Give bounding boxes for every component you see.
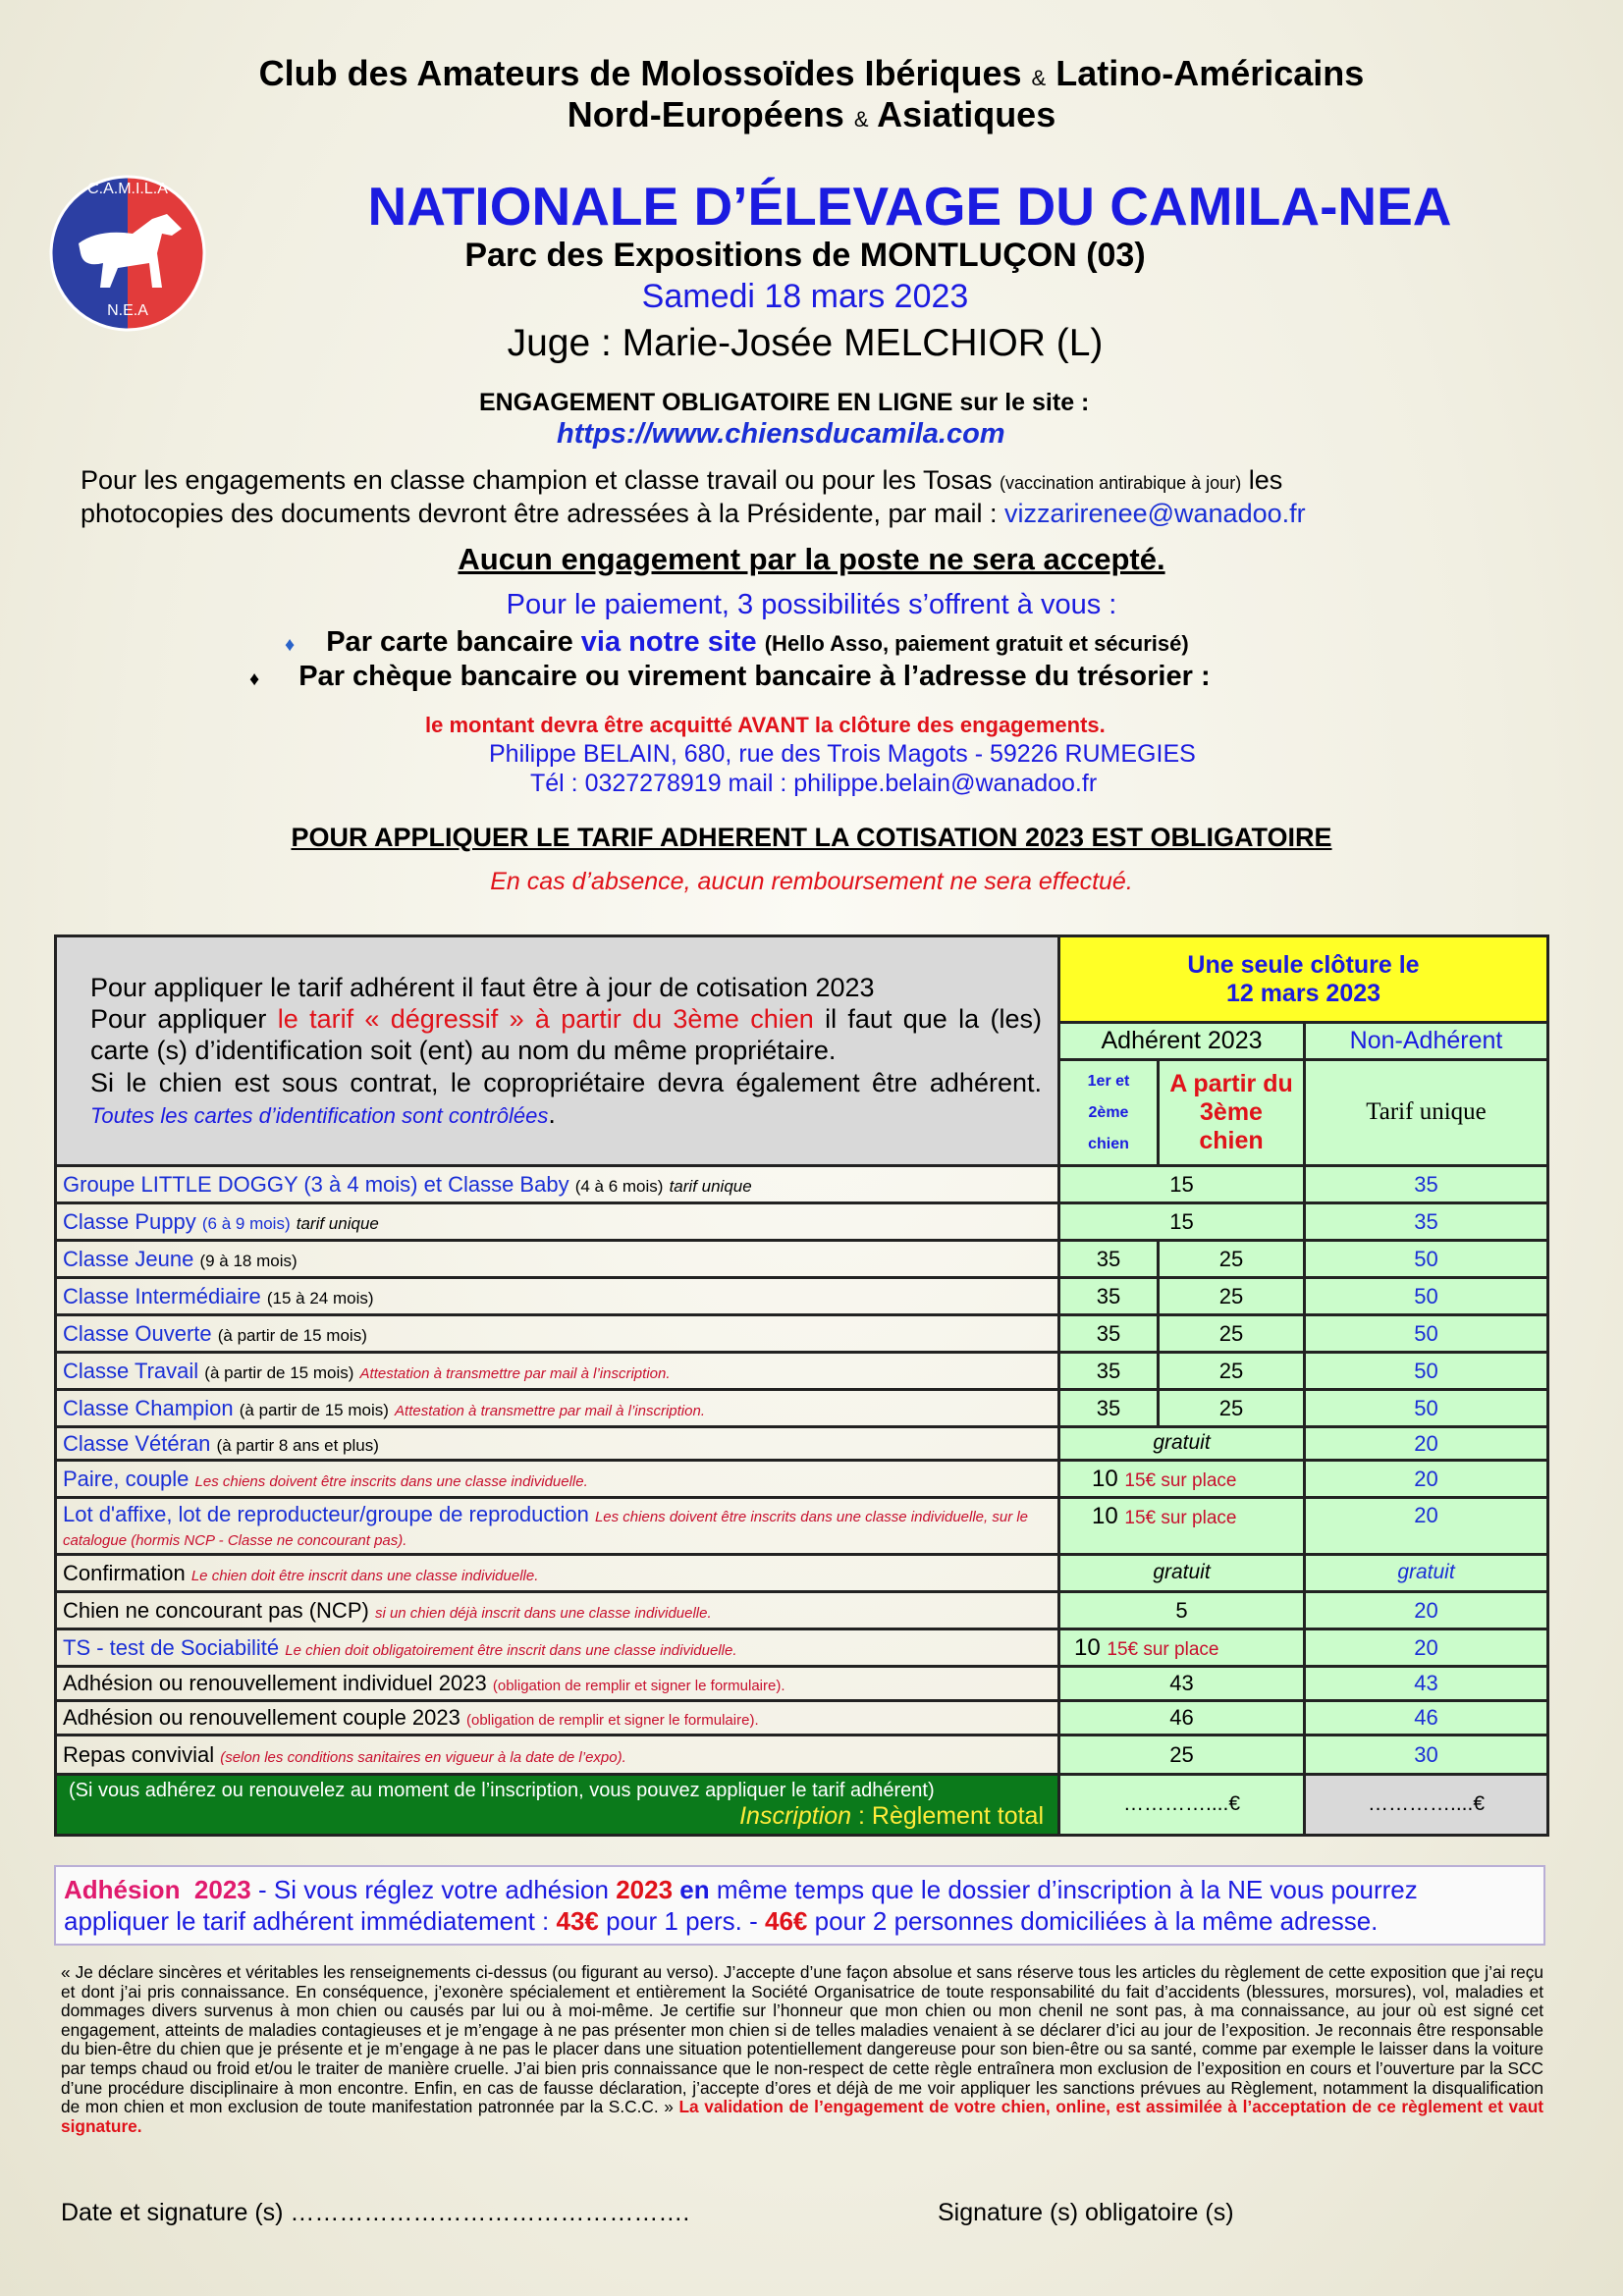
no-refund-note: En cas d’absence, aucun remboursement ne sera effectué.	[490, 868, 1133, 895]
date-signature-line[interactable]: Date et signature (s) ………………………………………….	[61, 2199, 690, 2226]
online-registration-label: ENGAGEMENT OBLIGATOIRE EN LIGNE sur le site :	[479, 389, 1090, 416]
event-title: NATIONALE D’ÉLEVAGE DU CAMILA-NEA	[367, 176, 1452, 237]
event-date: Samedi 18 mars 2023	[641, 278, 969, 315]
no-post-notice: Aucun engagement par la poste ne sera accepté.	[458, 542, 1165, 576]
total-non-adherent-field[interactable]: …………....€	[1305, 1775, 1548, 1836]
table-row: Confirmation Le chien doit être inscrit dans une classe individuelle. gratuit gratuit	[56, 1555, 1548, 1592]
table-row: Classe Travail (à partir de 15 mois) Attestation à transmettre par mail à l’inscription. 35 25 50	[56, 1353, 1548, 1390]
president-email[interactable]: vizzarirenee@wanadoo.fr	[1004, 499, 1306, 528]
website-link[interactable]: https://www.chiensducamila.com	[557, 418, 1005, 450]
club-name-line2: Nord-Européens & Asiatiques	[567, 94, 1056, 134]
table-row: Classe Ouverte (à partir de 15 mois) 35 25 50	[56, 1315, 1548, 1353]
table-row: Paire, couple Les chiens doivent être inscrits dans une classe individuelle. 10 15€ sur place 20	[56, 1461, 1548, 1498]
col-header-non-adherent: Non-Adhérent	[1305, 1023, 1548, 1060]
payment-intro: Pour le paiement, 3 possibilités s’offrent à vous :	[506, 589, 1117, 620]
camila-logo	[39, 175, 216, 332]
treasurer-address: Philippe BELAIN, 680, rue des Trois Magots - 59226 RUMEGIES	[489, 740, 1196, 768]
treasurer-contact: Tél : 0327278919 mail : philippe.belain@wanadoo.fr	[530, 770, 1098, 797]
total-adherent-field[interactable]: …………....€	[1059, 1775, 1305, 1836]
adhesion-box: Adhésion 2023 - Si vous réglez votre adhésion 2023 en même temps que le dossier d’inscription à la NE vous pourrez appliquer le tarif adhérent immédiatement : 43€ pour 1 pers. - 46€ pour 2 personnes domiciliées à la même adresse.	[54, 1865, 1545, 1946]
pay-via-site-link[interactable]: via notre site	[580, 626, 757, 658]
judge: Juge : Marie-Josée MELCHIOR (L)	[507, 322, 1104, 364]
table-row: Chien ne concourant pas (NCP) si un chien déjà inscrit dans une classe individuelle. 5 20	[56, 1592, 1548, 1629]
table-row: Adhésion ou renouvellement couple 2023 (obligation de remplir et signer le formulaire). 46 46	[56, 1701, 1548, 1735]
total-row: (Si vous adhérez ou renouvelez au moment de l’inscription, vous pouvez appliquer le tarif adhérent) Inscription : Règlement total …………....€ …………....€	[56, 1775, 1548, 1836]
diamond-bullet-icon: ♦	[249, 668, 260, 690]
table-row: TS - test de Sociabilité Le chien doit obligatoirement être inscrit dans une classe individuelle. 10 15€ sur place 20	[56, 1629, 1548, 1667]
legal-declaration: « Je déclare sincères et véritables les renseignements ci-dessus (ou figurant au verso). J’accepte d’une façon absolue et sans réserve tous les articles du règlement de cette exposition que j’ai reçu et dont j’ai pris connaissance. En conséquence, j’exonère spécialement et entièrement la Société Organisatrice de toute responsabilité du fait d’accidents (blessures, morsures), vol, maladies et dommages divers survenus à mon chien ou causés par lui ou à moi-même. Je certifie sur l’honneur que mon chien ou mon chenil ne sont pas, à ma connaissance, au jour où est signé cet engagement, atteints de maladies contagieuses et je m’engage à ne pas présenter mon chien si de telles maladies venaient à se déclarer d’ici au jour de l’exposition. Je reconnais être responsable du bien-être du chien que je présente et je m’engage à ne pas le placer dans une situation potentiellement dangereuse pour son bien-être ou sa santé, comme par exemple le laisser dans la voiture par temps chaud ou froid et/ou le traiter de manière cruelle. J’ai bien pris connaissance que le non-respect de cette règle entraînera mon exclusion de l’exposition en cours et l’ouverture par la SCC d’une procédure disciplinaire à mon encontre. Enfin, en cas de fausse déclaration, j’accepte d’ores et déjà de me voir appliquer les sanctions prévues au Règlement, notamment la disqualification de mon chien et mon exclusion de toute manifestation patronnée par la S.C.C. » La validation de l’engagement de votre chien, online, est assimilée à l’acceptation de ce règlement et vaut signature.	[61, 1962, 1543, 2136]
documents-note-line2: photocopies des documents devront être adressées à la Présidente, par mail : vizzarirenee@wanadoo.fr	[81, 499, 1306, 528]
validation-note: La validation de l’engagement de votre chien, online, est assimilée à l’acceptation de ce règlement et vaut signature.	[61, 2097, 1543, 2136]
table-row: Adhésion ou renouvellement individuel 2023 (obligation de remplir et signer le formulaire). 43 43	[56, 1667, 1548, 1701]
payment-option-cheque: ♦ Par chèque bancaire ou virement bancaire à l’adresse du trésorier :	[249, 661, 1211, 692]
subheader-first-dogs: 1er et 2ème chien	[1059, 1060, 1159, 1166]
documents-note-line1: Pour les engagements en classe champion et classe travail ou pour les Tosas (vaccination antirabique à jour) les	[81, 465, 1283, 495]
diamond-bullet-icon: ♦	[285, 634, 296, 656]
table-intro: Pour appliquer le tarif adhérent il faut être à jour de cotisation 2023 Pour appliquer le tarif « dégressif » à partir du 3ème chien il faut que la (les) carte (s) d’identification soit (ent) au nom du même propriétaire. Si le chien est sous contrat, le copropriétaire devra également être adhérent. Toutes les cartes d’identification sont contrôlées.	[56, 936, 1059, 1166]
venue: Parc des Expositions de MONTLUÇON (03)	[464, 237, 1146, 274]
closing-date-cell: Une seule clôture le 12 mars 2023	[1059, 936, 1548, 1023]
table-row: Classe Intermédiaire (15 à 24 mois) 35 25 50	[56, 1278, 1548, 1315]
adherent-rule: POUR APPLIQUER LE TARIF ADHERENT LA COTISATION 2023 EST OBLIGATOIRE	[291, 823, 1332, 852]
mandatory-signature-label: Signature (s) obligatoire (s)	[938, 2199, 1234, 2226]
col-header-adherent: Adhérent 2023	[1059, 1023, 1305, 1060]
table-row: Lot d'affixe, lot de reproducteur/groupe de reproduction Les chiens doivent être inscrits dans une classe individuelle, sur le catalogue (hormis NCP - Classe ne concourant pas). 10 15€ sur place 20	[56, 1498, 1548, 1555]
table-row: Classe Vétéran (à partir 8 ans et plus) gratuit 20	[56, 1427, 1548, 1461]
table-row: Groupe LITTLE DOGGY (3 à 4 mois) et Classe Baby (4 à 6 mois) tarif unique 15 35	[56, 1166, 1548, 1203]
table-row: Classe Jeune (9 à 18 mois) 35 25 50	[56, 1241, 1548, 1278]
table-row: Repas convivial (selon les conditions sanitaires en vigueur à la date de l’expo). 25 30	[56, 1735, 1548, 1775]
table-row: Classe Puppy (6 à 9 mois) tarif unique 15 35	[56, 1203, 1548, 1241]
subheader-third-dog: A partir du 3ème chien	[1159, 1060, 1305, 1166]
subheader-unique-rate: Tarif unique	[1305, 1060, 1548, 1166]
club-name-line1: Club des Amateurs de Molossoïdes Ibériques & Latino-Américains	[258, 53, 1365, 93]
payment-option-card: ♦ Par carte bancaire via notre site (Hello Asso, paiement gratuit et sécurisé)	[285, 626, 1189, 658]
deadline-note: le montant devra être acquitté AVANT la clôture des engagements.	[425, 713, 1106, 737]
logo-bottom-text: N.E.A	[107, 302, 148, 319]
pricing-table	[54, 934, 1549, 1837]
logo-top-text: C.A.M.I.L.A	[87, 181, 168, 197]
table-row: Classe Champion (à partir de 15 mois) Attestation à transmettre par mail à l’inscription. 35 25 50	[56, 1390, 1548, 1427]
